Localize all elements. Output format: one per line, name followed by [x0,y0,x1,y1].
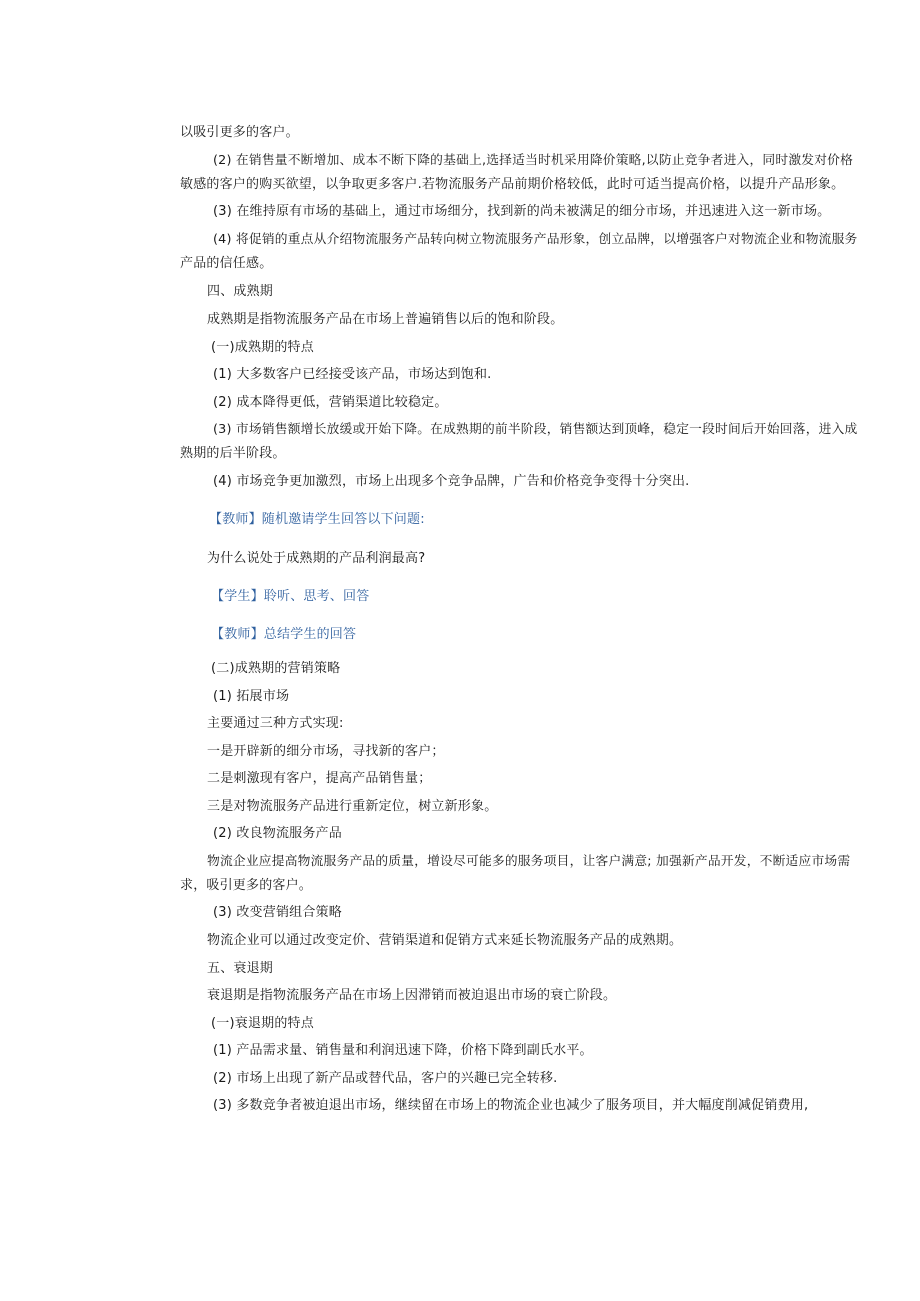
text-line: (3) 市场销售额增长放缓或开始下降。在成熟期的前半阶段，销售额达到顶峰，稳定一段时间后开始回落，进入成 [213,422,858,437]
teacher-prompt: 【教师】随机邀请学生回答以下问题: [209,512,425,527]
student-response: 【学生】聆听、思考、回答 [211,589,370,604]
text-line: 物流企业可以通过改变定价、营销渠道和促销方式来延长物流服务产品的成熟期。 [207,933,683,948]
teacher-summary: 【教师】总结学生的回答 [211,627,357,642]
text-line: (2) 改良物流服务产品 [213,826,342,841]
text-line: 二是刺激现有客户，提高产品销售量； [207,771,432,786]
text-line: 求，吸引更多的客户。 [180,878,313,893]
text-line: 物流企业应提高物流服务产品的质量，增设尽可能多的服务项目，让客户满意; 加强新产品开发，不断适应市场需 [207,854,851,869]
text-line: 熟期的后半阶段。 [180,446,286,461]
text-line: (3) 改变营销组合策略 [213,905,342,920]
text-line: 主要通过三种方式实现: [207,716,344,731]
section-heading: 四、成熟期 [207,284,274,299]
text-line: (1) 大多数客户已经接受该产品，市场达到饱和. [213,367,492,382]
text-line: 产品的信任感。 [180,256,273,271]
text-line: (3) 多数竞争者被迫退出市场，继续留在市场上的物流企业也减少了服务项目，并大幅度削减促销费用, [213,1098,809,1113]
text-line: (2) 在销售量不断增加、成本不断下降的基础上,选择适当时机采用降价策略,以防止竞争者进入，同时激发对价格 [213,153,854,168]
text-line: (1) 产品需求量、销售量和利润迅速下降，价格下降到副氏水平。 [213,1043,593,1058]
text-line: (3) 在维持原有市场的基础上，通过市场细分，找到新的尚未被满足的细分市场，并迅速进入这一新市场。 [213,204,831,219]
section-heading: 五、衰退期 [207,961,274,976]
text-line: (2) 成本降得更低，营销渠道比较稳定。 [213,395,448,410]
subsection-heading: (一)成熟期的特点 [211,340,314,355]
text-line: (4) 将促销的重点从介绍物流服务产品转向树立物流服务产品形象，创立品牌，以增强客户对物流企业和物流服务 [213,232,858,247]
text-line: 衰退期是指物流服务产品在市场上因滞销而被迫退出市场的衰亡阶段。 [207,988,617,1003]
text-line: (2) 市场上出现了新产品或替代品，客户的兴趣已完全转移. [213,1071,558,1086]
text-line: 一是开辟新的细分市场，寻找新的客户； [207,744,445,759]
text-line: (4) 市场竞争更加激烈，市场上出现多个竞争品牌，广告和价格竞争变得十分突出. [213,474,690,489]
text-line: (1) 拓展市场 [213,689,290,704]
text-line: 三是对物流服务产品进行重新定位，树立新形象。 [207,799,498,814]
subsection-heading: (一)衰退期的特点 [211,1016,314,1031]
text-line: 敏感的客户的购买欲望，以争取更多客户.若物流服务产品前期价格较低，此时可适当提高价格，以提升产品形象。 [180,177,845,192]
question-text: 为什么说处于成熟期的产品利润最高? [207,551,426,566]
subsection-heading: (二)成熟期的营销策略 [211,661,341,676]
text-line: 成熟期是指物流服务产品在市场上普遍销售以后的饱和阶段。 [207,312,564,327]
text-line: 以吸引更多的客户。 [180,125,299,140]
